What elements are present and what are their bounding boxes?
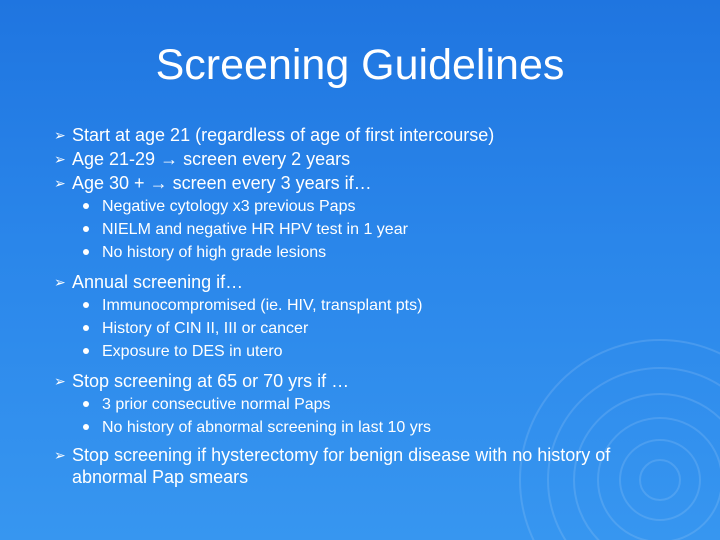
- bullet-item: [54, 370, 680, 392]
- arrow-head-bullet-icon: ➢: [54, 175, 66, 191]
- round-dot-bullet-icon: [83, 348, 89, 354]
- round-dot-bullet-icon: [83, 302, 89, 308]
- bullet-group: [54, 370, 680, 438]
- bullet-text: Stop screening if hysterectomy for benign disease with no history of abnormal Pap smears: [72, 445, 611, 487]
- sub-bullet-text: No history of high grade lesions: [102, 244, 327, 261]
- bullet-group: [54, 271, 680, 362]
- sub-bullet-item: [54, 341, 680, 362]
- round-dot-bullet-icon: [83, 203, 89, 209]
- bullet-text: Annual screening if…: [72, 272, 244, 292]
- bullet-item: [54, 172, 680, 194]
- bullet-text: Age 30 + → screen every 3 years if…: [72, 173, 372, 193]
- bullet-text: Stop screening at 65 or 70 yrs if …: [72, 371, 350, 391]
- arrow-head-bullet-icon: ➢: [54, 127, 66, 143]
- sub-bullet-item: [54, 394, 680, 415]
- arrow-head-bullet-icon: ➢: [54, 447, 66, 463]
- bullet-item: [54, 124, 680, 146]
- round-dot-bullet-icon: [83, 424, 89, 430]
- slide-content: [54, 124, 680, 490]
- sub-bullet-text: Immunocompromised (ie. HIV, transplant pts): [102, 297, 423, 314]
- sub-bullet-text: History of CIN II, III or cancer: [102, 320, 309, 337]
- sub-bullet-text: Exposure to DES in utero: [102, 343, 283, 360]
- sub-bullet-text: No history of abnormal screening in last 10 yrs: [102, 419, 432, 436]
- sub-bullet-item: [54, 417, 680, 438]
- round-dot-bullet-icon: [83, 401, 89, 407]
- sub-bullet-item: [54, 242, 680, 263]
- round-dot-bullet-icon: [83, 226, 89, 232]
- bullet-item: [54, 271, 680, 293]
- sub-bullet-item: [54, 219, 680, 240]
- bullet-item: [54, 444, 680, 488]
- arrow-head-bullet-icon: ➢: [54, 373, 66, 389]
- arrow-head-bullet-icon: ➢: [54, 151, 66, 167]
- bullet-group: [54, 172, 680, 263]
- sub-bullet-text: Negative cytology x3 previous Paps: [102, 198, 356, 215]
- sub-bullet-text: NIELM and negative HR HPV test in 1 year: [102, 221, 408, 238]
- sub-bullet-item: [54, 318, 680, 339]
- arrow-head-bullet-icon: ➢: [54, 274, 66, 290]
- round-dot-bullet-icon: [83, 249, 89, 255]
- bullet-text: Start at age 21 (regardless of age of first intercourse): [72, 125, 495, 145]
- round-dot-bullet-icon: [83, 325, 89, 331]
- bullet-item: [54, 148, 680, 170]
- sub-bullet-item: [54, 196, 680, 217]
- sub-bullet-text: 3 prior consecutive normal Paps: [102, 396, 331, 413]
- slide-title: Screening Guidelines: [155, 41, 565, 89]
- sub-bullet-item: [54, 295, 680, 316]
- bullet-text: Age 21-29 → screen every 2 years: [72, 149, 351, 169]
